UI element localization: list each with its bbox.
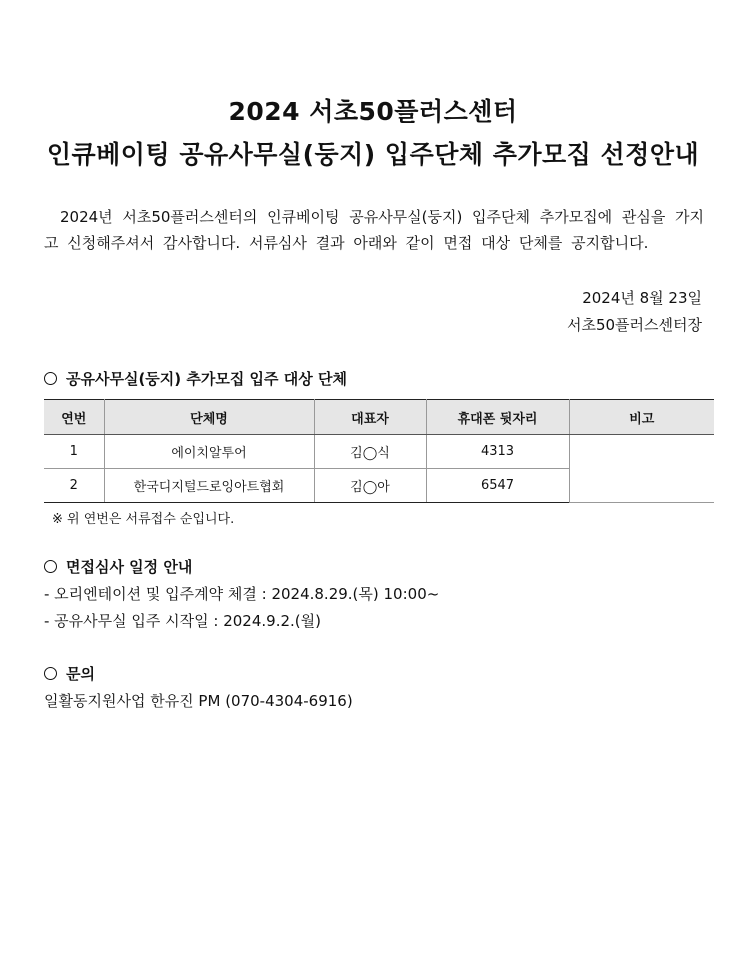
section-inquiry: [44, 663, 95, 684]
announcement-date: 2024년 8월 23일: [582, 289, 702, 307]
table-header-row: [44, 400, 714, 435]
section-title: 문의: [66, 665, 95, 683]
table-note: ※ 위 연번은 서류접수 순입니다.: [52, 512, 235, 527]
header-number: 연번: [44, 400, 104, 435]
header-group-name: 단체명: [104, 400, 314, 435]
cell-group-name: 한국디지털드로잉아트협회: [104, 469, 314, 503]
circle-bullet-icon: [44, 667, 57, 680]
section-interview-schedule: [44, 556, 192, 577]
cell-representative: 김◯식: [314, 435, 426, 469]
cell-phone-last-digits: 6547: [426, 469, 569, 503]
circle-bullet-icon: [44, 372, 57, 385]
header-phone-last-digits: 휴대폰 뒷자리: [426, 400, 569, 435]
section-selected-groups: [44, 368, 347, 389]
cell-number: 1: [44, 435, 104, 469]
cell-representative: 김◯아: [314, 469, 426, 503]
selected-groups-table: [44, 399, 714, 503]
table-row: [44, 435, 714, 469]
cell-number: 2: [44, 469, 104, 503]
section-title: 공유사무실(둥지) 추가모집 입주 대상 단체: [66, 370, 347, 388]
cell-phone-last-digits: 4313: [426, 435, 569, 469]
schedule-item-orientation: - 오리엔테이션 및 입주계약 체결 : 2024.8.29.(목) 10:00~: [44, 585, 440, 603]
cell-remarks: [569, 435, 714, 503]
document-title-line-2: 인큐베이팅 공유사무실(둥지) 입주단체 추가모집 선정안내: [46, 140, 700, 169]
intro-paragraph: 2024년 서초50플러스센터의 인큐베이팅 공유사무실(둥지) 입주단체 추가모집에 관심을 가지고 신청해주셔서 감사합니다. 서류심사 결과 아래와 같이 면접 대상 단체를 공지합니다.: [44, 208, 704, 252]
header-representative: 대표자: [314, 400, 426, 435]
section-title: 면접심사 일정 안내: [66, 558, 193, 576]
schedule-item-move-in: - 공유사무실 입주 시작일 : 2024.9.2.(월): [44, 612, 321, 630]
contact-info: 일활동지원사업 한유진 PM (070-4304-6916): [44, 692, 353, 710]
header-remarks: 비고: [569, 400, 714, 435]
issuer: 서초50플러스센터장: [566, 316, 702, 334]
cell-group-name: 에이치알투어: [104, 435, 314, 469]
document-title-line-1: 2024 서초50플러스센터: [228, 97, 518, 126]
circle-bullet-icon: [44, 560, 57, 573]
